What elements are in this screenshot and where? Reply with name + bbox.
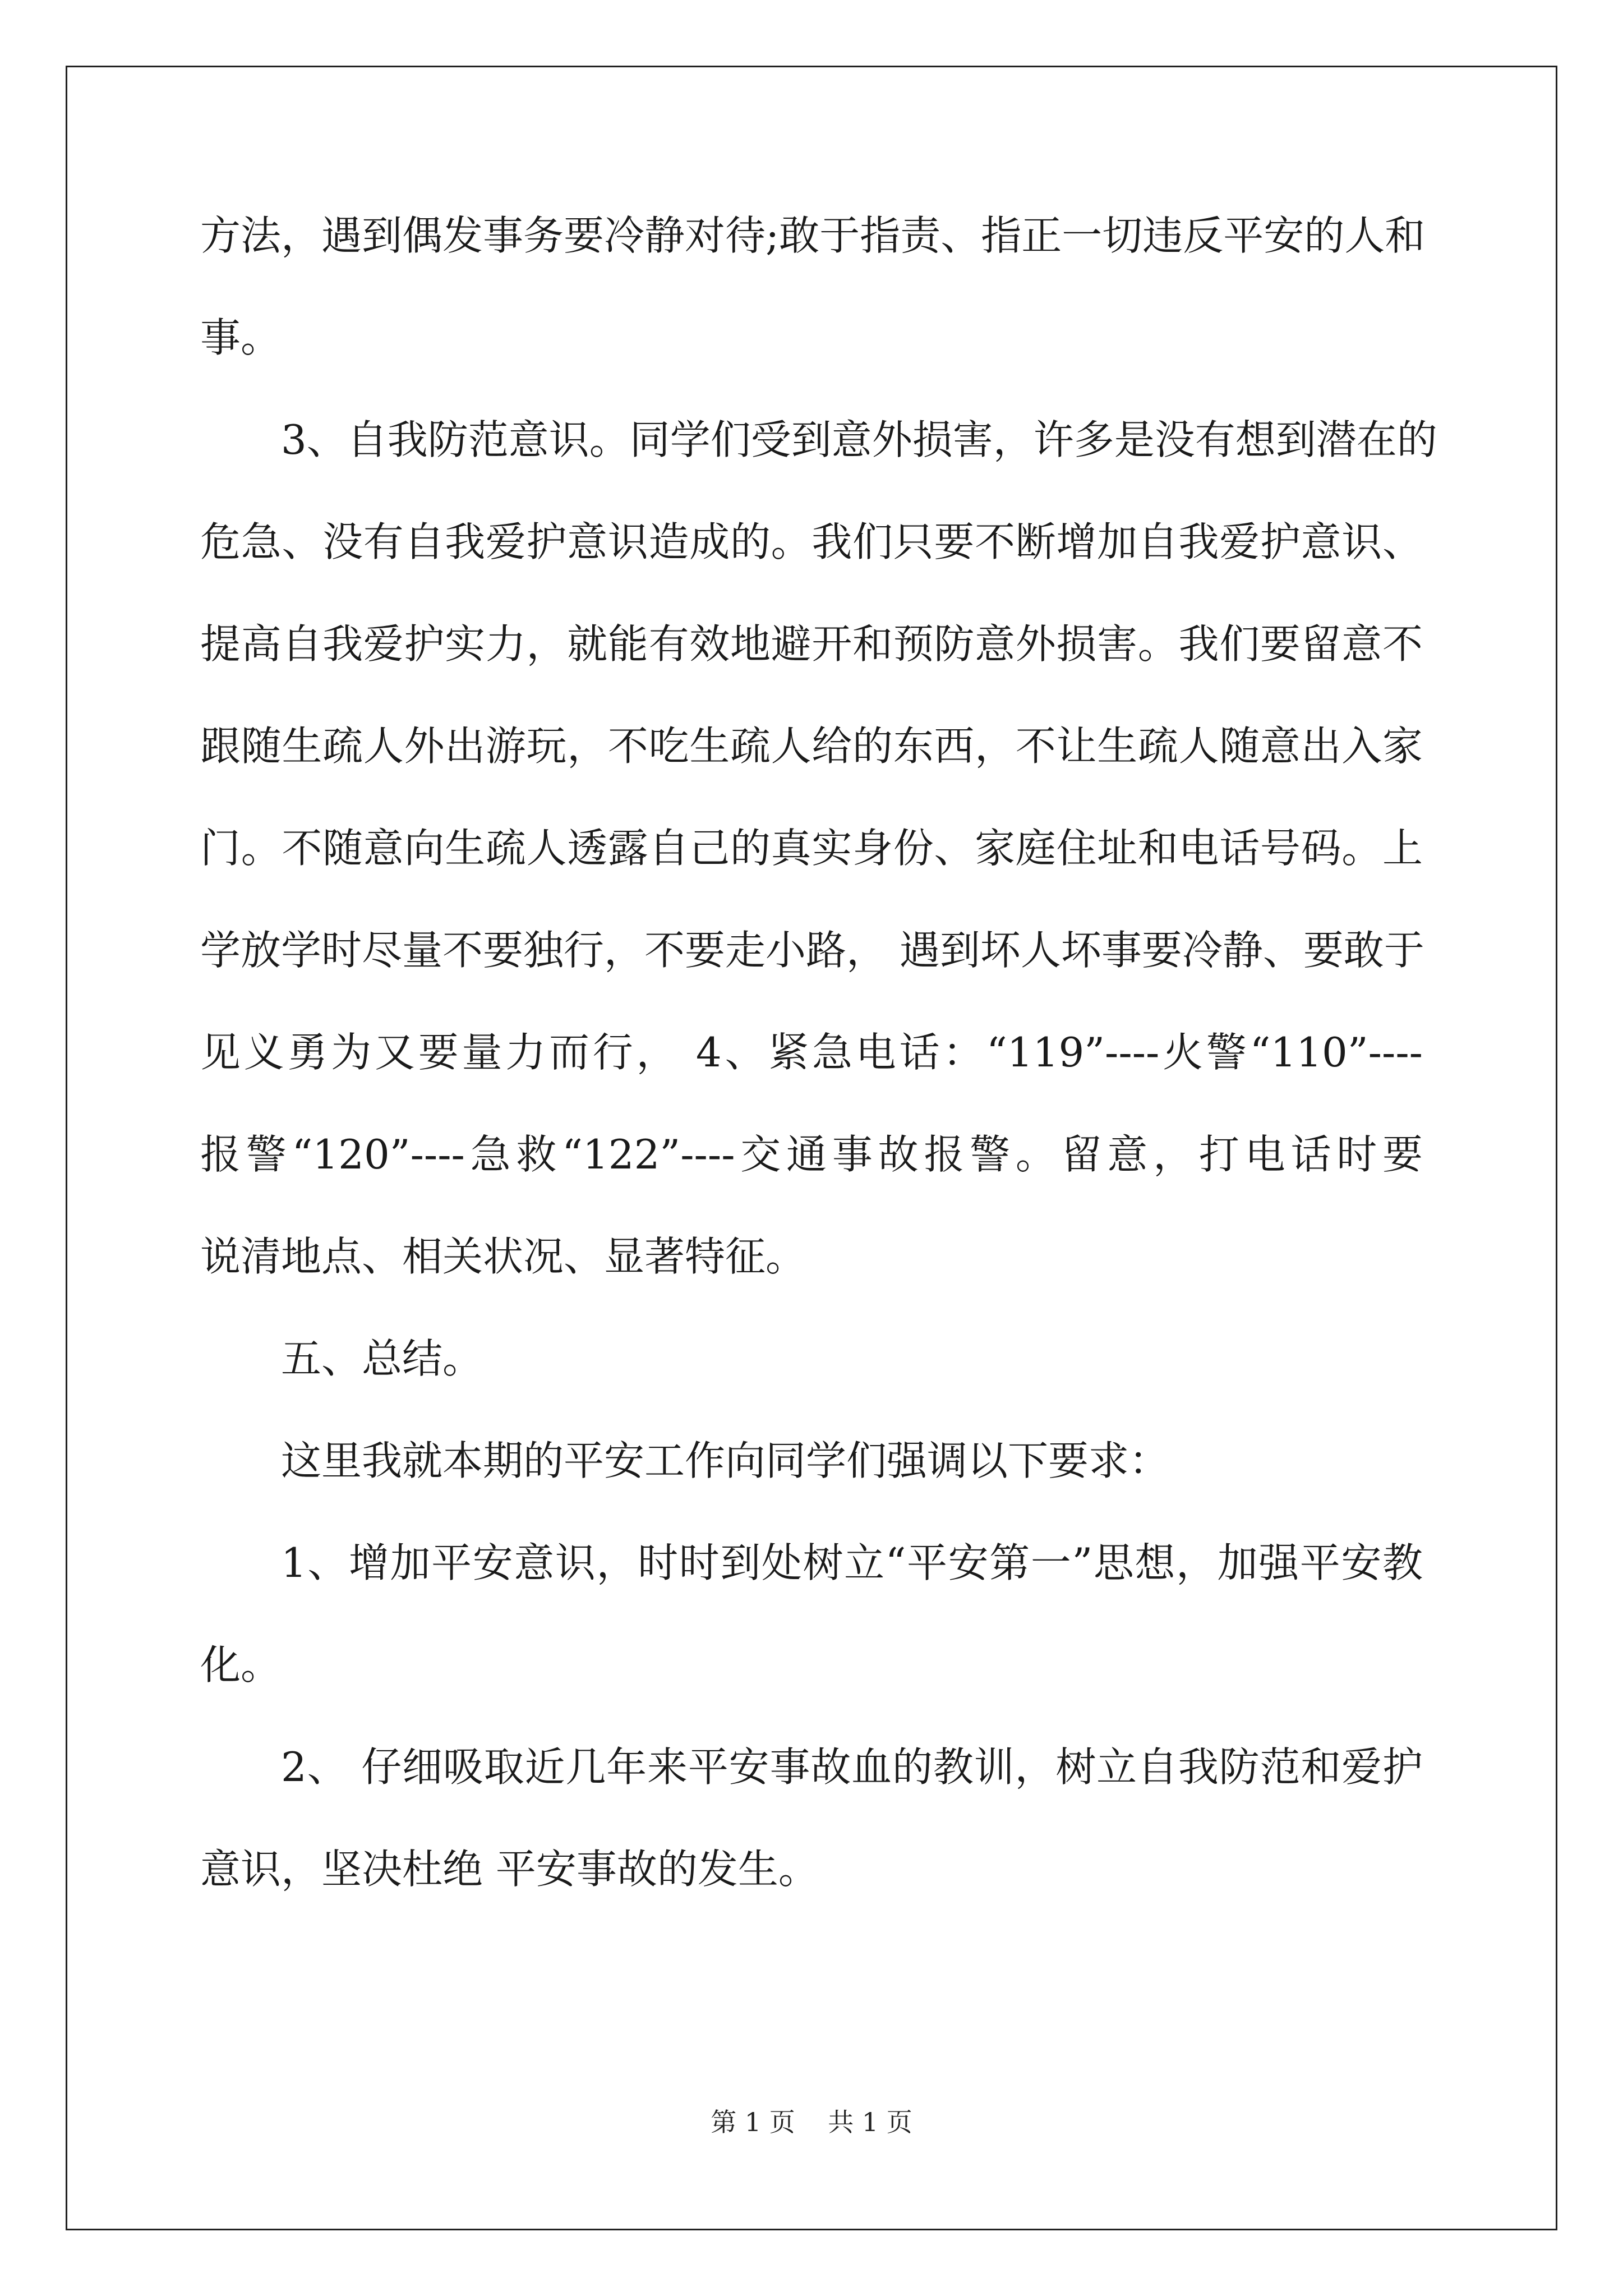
text-line: 危急、没有自我爱护意识造成的。我们只要不断增加自我爱护意识、 xyxy=(200,518,1423,565)
text-line: 跟随生疏人外出游玩，不吃生疏人给的东西，不让生疏人随意出入家 xyxy=(200,723,1423,770)
page-number-footer: 第 1 页 共 1 页 xyxy=(711,2107,912,2137)
text-line: 1、增加平安意识，时时到处树立“平安第一”思想，加强平安教 xyxy=(281,1539,1423,1586)
text-line: 这里我就本期的平安工作向同学们强调以下要求： xyxy=(281,1437,1170,1484)
text-line: 门。不随意向生疏人透露自己的真实身份、家庭住址和电话号码。上 xyxy=(200,825,1423,872)
text-line: 2、 仔细吸取近几年来平安事故血的教训，树立自我防范和爱护 xyxy=(281,1743,1423,1791)
text-line: 意识，坚决杜绝 平安事故的发生。 xyxy=(200,1846,819,1893)
text-line: 提高自我爱护实力，就能有效地避开和预防意外损害。我们要留意不 xyxy=(200,620,1423,668)
text-line: 学放学时尽量不要独行，不要走小路， 遇到坏人坏事要冷静、要敢于 xyxy=(200,927,1424,974)
text-line: 化。 xyxy=(200,1641,282,1688)
text-line: 3、自我防范意识。同学们受到意外损害，许多是没有想到潜在的 xyxy=(281,416,1437,463)
text-line: 事。 xyxy=(200,314,282,361)
text-line: 方法，遇到偶发事务要冷静对待;敢于指责、指正一切违反平安的人和 xyxy=(200,212,1426,259)
text-line: 报警“120”----急救“122”----交通事故报警。留意，打电话时要 xyxy=(200,1131,1423,1178)
text-line: 见义勇为又要量力而行， 4、紧急电话：“119”----火警“110”---- xyxy=(200,1029,1423,1076)
text-line: 说清地点、相关状况、显著特征。 xyxy=(200,1233,806,1280)
section-heading: 五、总结。 xyxy=(281,1335,483,1382)
